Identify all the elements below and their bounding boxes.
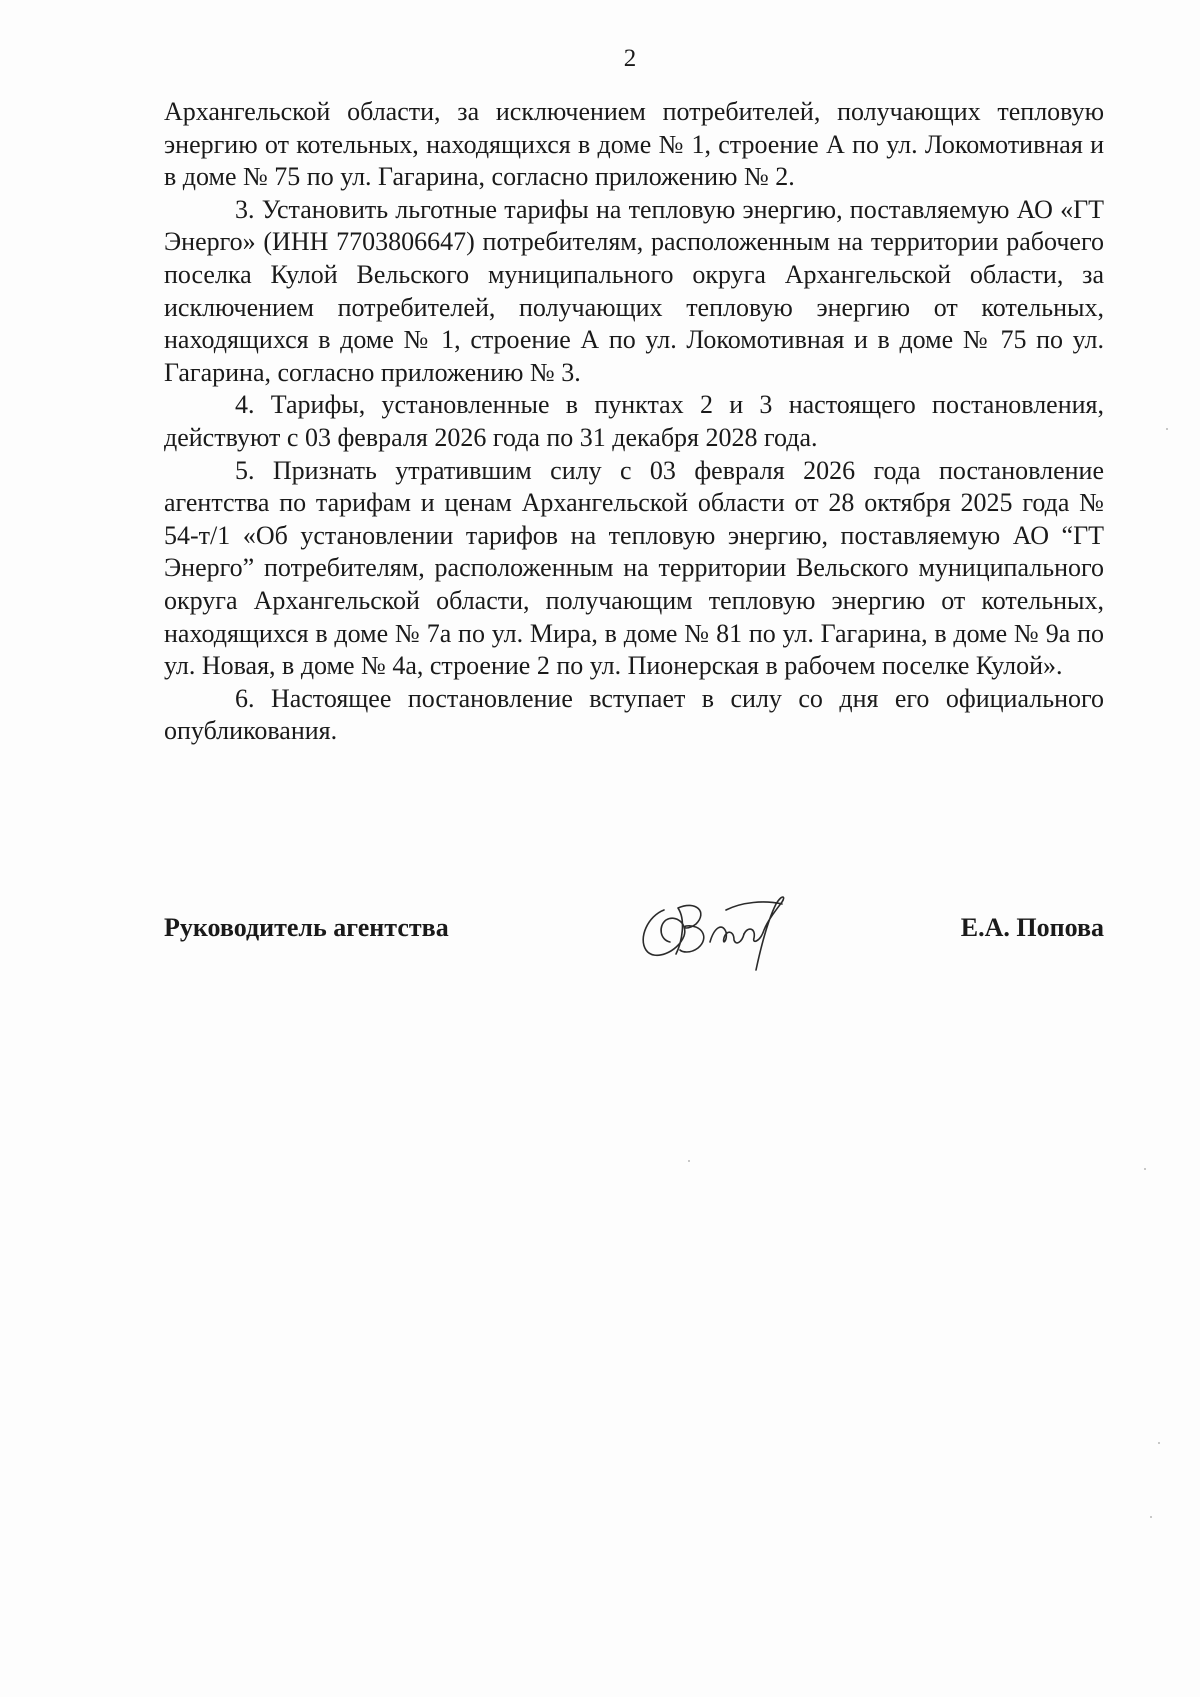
signature-block — [164, 880, 1104, 990]
scan-speck — [1144, 1168, 1146, 1170]
handwritten-signature — [626, 880, 806, 980]
paragraph-item-6: 6. Настоящее постановление вступает в силу со дня его официального опубликования. — [164, 683, 1104, 746]
scan-speck — [1166, 428, 1168, 430]
signatory-position: Руководитель агентства — [164, 913, 449, 942]
signatory-name: Е.А. Попова — [960, 913, 1104, 942]
page-number: 2 — [623, 45, 637, 72]
paragraph-continuation: Архангельской области, за исключением потребителей, получающих тепловую энергию от котельных, находящихся в доме № 1, строение А по ул. Локомотивная и в доме № 75 по ул. Гагарина, согласно приложению № 2. — [164, 97, 1104, 192]
paragraph-item-3: 3. Установить льготные тарифы на тепловую энергию, поставляемую АО «ГТ Энерго» (ИНН 7703806647) потребителям, расположенным на территории рабочего поселка Кулой Вельского муниципального округа Архангельской области, за исключением потребителей, получающих тепловую энергию от котельных, находящихся в доме № 1, строение А по ул. Локомотивная и в доме № 75 по ул. Гагарина, согласно приложению № 3. — [164, 194, 1104, 387]
document-body — [164, 96, 1104, 748]
scan-speck — [688, 1160, 690, 1162]
scan-speck — [1158, 1442, 1160, 1444]
scan-speck — [1150, 1516, 1152, 1518]
paragraph-item-4: 4. Тарифы, установленные в пунктах 2 и 3 настоящего постановления, действуют с 03 февраля 2026 года по 31 декабря 2028 года. — [164, 390, 1104, 452]
paragraph-item-5: 5. Признать утратившим силу с 03 февраля 2026 года постановление агентства по тарифам и ценам Архангельской области от 28 октября 2025 года № 54-т/1 «Об установлении тарифов на тепловую энергию, поставляемую АО “ГТ Энерго” потребителям, расположенным на территории Вельского муниципального округа Архангельской области, получающим тепловую энергию от котельных, находящихся в доме № 7а по ул. Мира, в доме № 81 по ул. Гагарина, в доме № 9а по ул. Новая, в доме № 4а, строение 2 по ул. Пионерская в рабочем поселке Кулой». — [164, 455, 1104, 681]
